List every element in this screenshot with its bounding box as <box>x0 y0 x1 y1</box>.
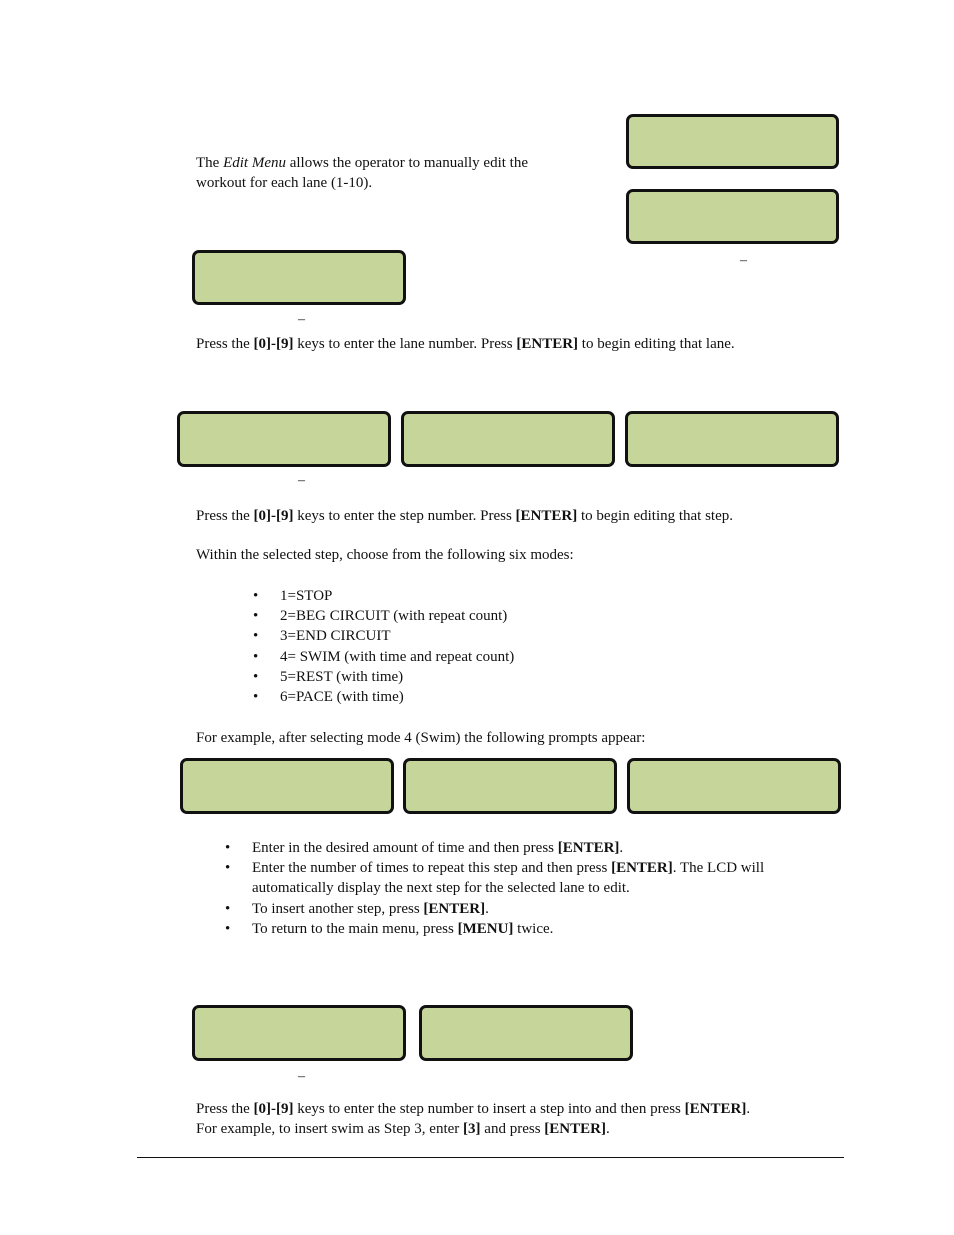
lcd-edit-lane <box>192 250 406 305</box>
lcd-insert-menu <box>192 1005 406 1061</box>
footer-rule <box>137 1157 844 1158</box>
lcd-line <box>415 809 604 814</box>
lcd-line <box>638 240 826 244</box>
lcd-insert-step <box>419 1005 633 1061</box>
intro-text: workout for each lane (1-10). <box>196 175 373 191</box>
lcd-line <box>204 1056 393 1061</box>
lcd-line <box>637 462 826 467</box>
lcd-swim-repeat <box>403 758 617 814</box>
intro-text: allows the operator to manually edit the <box>285 155 528 171</box>
example-intro: For example, after selecting mode 4 (Swim) the following prompts appear: <box>196 730 646 746</box>
caption-dash: – <box>298 312 305 327</box>
step-instruction: Press the [0]-[9] keys to enter the step number. Press [ENTER] to begin editing that step. <box>196 508 734 524</box>
lcd-line <box>638 165 826 169</box>
lane-instruction: Press the [0]-[9] keys to enter the lane number. Press [ENTER] to begin editing that lane. <box>196 336 735 352</box>
caption-dash: – <box>740 253 747 268</box>
lcd-line <box>413 462 602 467</box>
lcd-edit-workout <box>626 189 839 244</box>
caption-dash: – <box>298 473 305 488</box>
lcd-edit-step-1 <box>401 411 615 467</box>
lcd-beg-circuit <box>627 758 841 814</box>
lcd-line <box>431 1056 620 1061</box>
lcd-main-menu <box>626 114 839 169</box>
lcd-edit-step-2 <box>625 411 839 467</box>
insert-instruction: Press the [0]-[9] keys to enter the step number to insert a step into and then press [ENTER]. For example, to insert swim as Step 3, enter [3] and press [ENTER]. <box>196 1101 751 1137</box>
lcd-line <box>639 809 828 814</box>
lcd-line <box>204 301 393 305</box>
lcd-line <box>189 462 378 467</box>
caption-dash: – <box>298 1069 305 1084</box>
lcd-lane-edit-step <box>177 411 391 467</box>
intro-text: The <box>196 155 224 171</box>
intro-emphasis: Edit Menu <box>223 155 286 171</box>
modes-intro: Within the selected step, choose from the following six modes: <box>196 547 574 563</box>
intro-paragraph <box>196 153 528 193</box>
lcd-line <box>192 809 381 814</box>
lcd-swim-time <box>180 758 394 814</box>
